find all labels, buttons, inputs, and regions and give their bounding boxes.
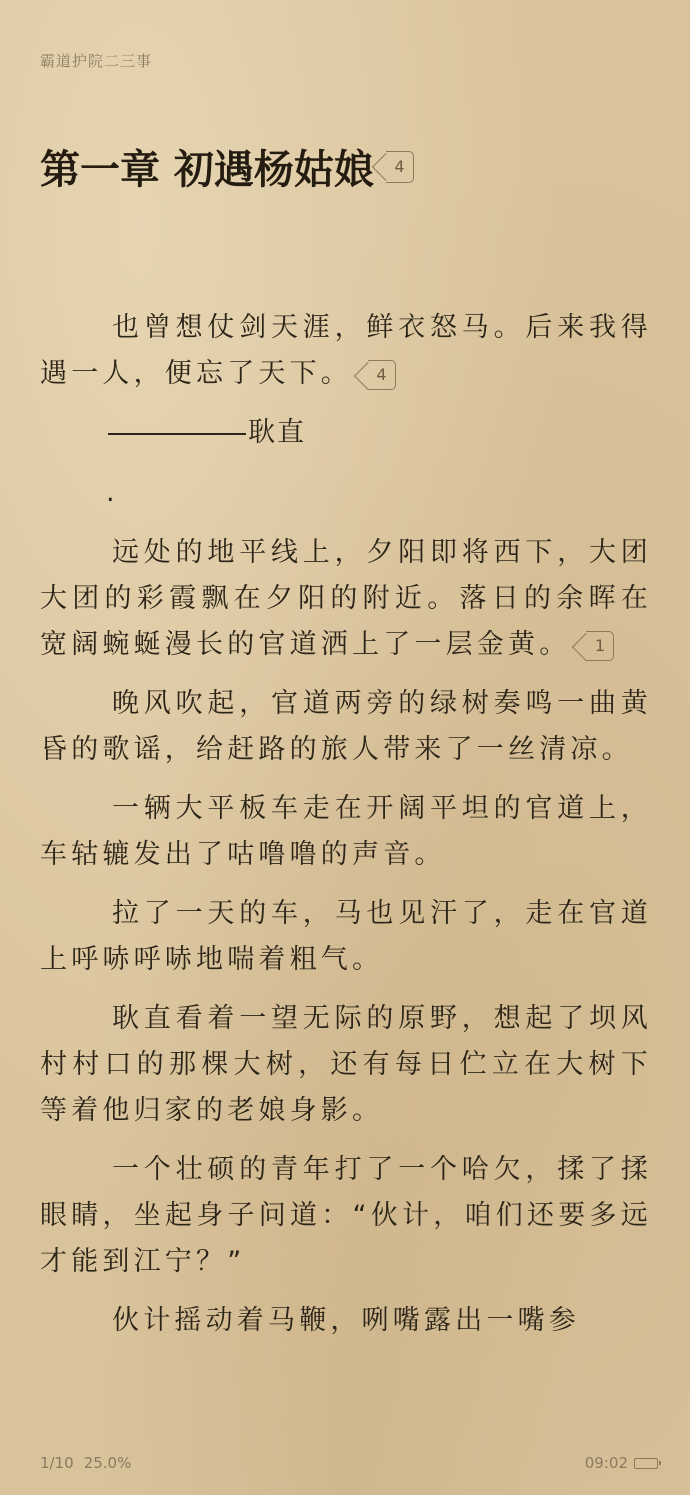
comment-count: 1 [594, 635, 605, 655]
reading-progress [40, 1454, 141, 1472]
progress-percent: 25.0% [83, 1454, 132, 1472]
paragraph: 一个壮硕的青年打了一个哈欠，揉了揉眼睛，坐起身子问道：“伙计，咱们还要多远才能到江宁？” [40, 1154, 652, 1277]
status-area [585, 1454, 658, 1472]
comment-bubble-icon[interactable] [586, 631, 614, 661]
paragraph: 拉了一天的车，马也见汗了，走在官道上呼哧呼哧地喘着粗气。 [40, 898, 652, 975]
reading-content [40, 305, 652, 1357]
chapter-title [40, 138, 414, 195]
separator: . [106, 477, 115, 508]
epigraph-paragraph [40, 305, 652, 397]
page-indicator: 1/10 [40, 1454, 74, 1472]
paragraph [40, 530, 652, 668]
chapter-title-text: 第一章 初遇杨姑娘 [40, 147, 374, 193]
signature-dash [108, 433, 246, 435]
paragraph-text: 远处的地平线上，夕阳即将西下，大团大团的彩霞飘在夕阳的附近。落日的余晖在宽阔蜿蜒漫长的官道洒上了一层金黄。 [40, 537, 652, 660]
paragraph: 一辆大平板车走在开阔平坦的官道上，车轱辘发出了咕噜噜的声音。 [40, 793, 652, 870]
battery-icon [634, 1458, 658, 1469]
paragraph: 伙计摇动着马鞭，咧嘴露出一嘴参 [112, 1305, 580, 1336]
paragraph: 晚风吹起，官道两旁的绿树奏鸣一曲黄昏的歌谣，给赶路的旅人带来了一丝清凉。 [40, 688, 652, 765]
epigraph-signature [108, 410, 652, 456]
comment-count: 4 [376, 364, 387, 384]
book-title: 霸道护院二三事 [40, 52, 153, 70]
comment-count: 4 [394, 157, 405, 176]
clock-time: 09:02 [584, 1454, 628, 1472]
epigraph-text: 也曾想仗剑天涯，鲜衣怒马。后来我得遇一人，便忘了天下。 [40, 312, 652, 389]
epigraph-author: 耿直 [248, 417, 306, 448]
comment-bubble-icon[interactable] [386, 151, 414, 183]
paragraph: 耿直看着一望无际的原野，想起了坝风村村口的那棵大树，还有每日伫立在大树下等着他归家的老娘身影。 [40, 1003, 652, 1126]
comment-bubble-icon[interactable] [368, 360, 396, 390]
